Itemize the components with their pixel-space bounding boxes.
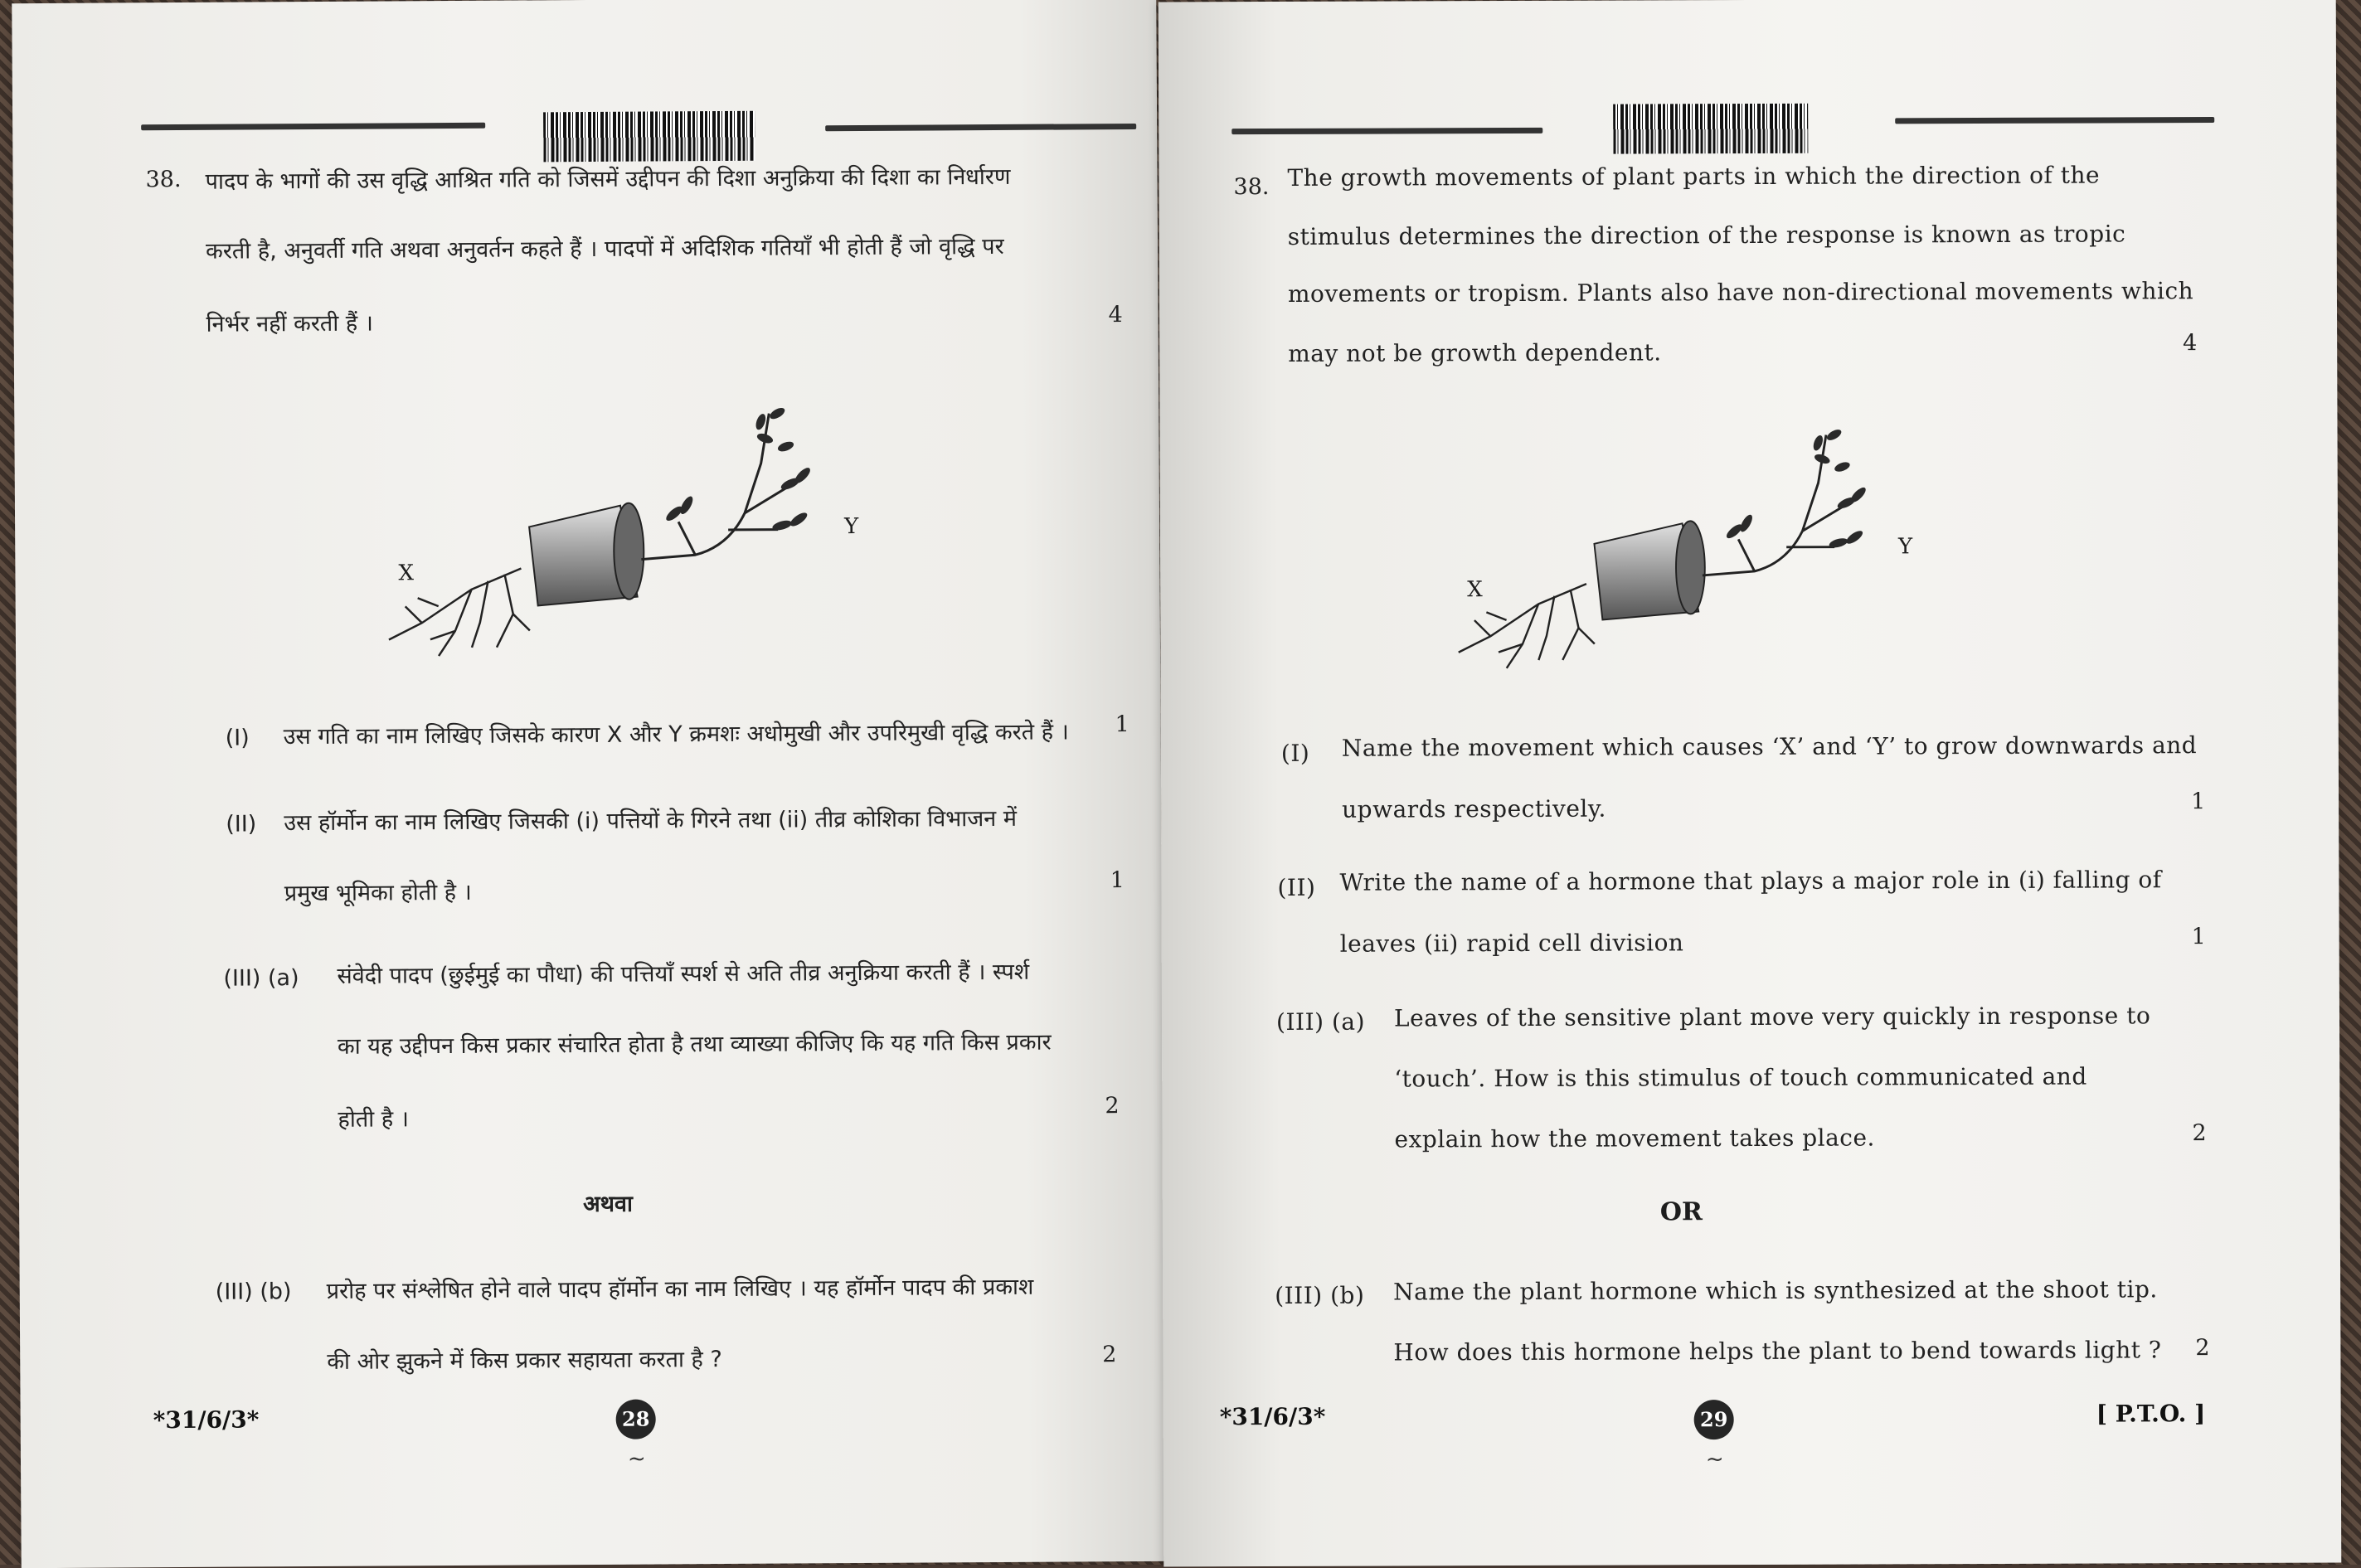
header-rule-left [1232, 128, 1542, 134]
figure-label-y: Y [844, 514, 859, 540]
part-3a-line-1: संवेदी पादप (छुईमुई का पौधा) की पत्तियाँ स्पर्श से अति तीव्र अनुक्रिया करती हैं । स्पर्श [337, 959, 1030, 989]
part-3a-line-2: ‘touch’. How is this stimulus of touch communicated and [1394, 1062, 2087, 1093]
plant-pot-figure [371, 388, 853, 673]
part-2-label: (II) [226, 811, 257, 837]
part-3a-line-3: होती है । [338, 1106, 410, 1133]
part-3a-label: (III) (a) [1275, 1007, 1366, 1036]
part-3b-marks: 2 [2195, 1335, 2210, 1362]
part-1-label: (I) [225, 725, 250, 751]
header-rule-right [1895, 117, 2214, 124]
footer-tilde: ~ [627, 1446, 646, 1472]
intro-marks: 4 [2183, 330, 2198, 357]
header-rule-left [141, 123, 485, 131]
intro-line-4: may not be growth dependent. [1288, 338, 1662, 367]
part-3a-marks: 2 [1105, 1093, 1120, 1119]
or-word-hindi: अथवा [583, 1191, 634, 1218]
barcode-left [543, 111, 755, 163]
pot [1594, 521, 1705, 619]
question-number: 38. [1233, 174, 1270, 201]
part-2-line-2: प्रमुख भूमिका होती है । [284, 879, 472, 907]
part-3b-line-1: Name the plant hormone which is synthesized at the shoot tip. [1393, 1275, 2158, 1306]
intro-line-1: पादप के भागों की उस वृद्धि आश्रित गति को जिसमें उद्दीपन की दिशा अनुक्रिया की दिशा का निर्धारण [205, 163, 1011, 195]
part-3a-line-3: explain how the movement takes place. [1394, 1124, 1875, 1153]
part-3b-marks: 2 [1102, 1342, 1117, 1368]
footer-tilde: ~ [1705, 1447, 1724, 1473]
page-number: 28 [616, 1400, 656, 1439]
footer-code: *31/6/3* [153, 1405, 260, 1435]
part-2-line-2: leaves (ii) rapid cell division [1339, 929, 1684, 958]
part-2-marks: 1 [1110, 867, 1125, 894]
part-3a-line-2: का यह उद्दीपन किस प्रकार संचारित होता है तथा व्याख्या कीजिए कि यह गति किस प्रकार [337, 1029, 1052, 1060]
part-1-label: (I) [1280, 739, 1310, 767]
footer-code: *31/6/3* [1219, 1402, 1326, 1431]
part-3b-label: (III) (b) [215, 1279, 292, 1305]
leaves [1724, 427, 1868, 550]
or-word-english: OR [1659, 1197, 1703, 1227]
pot [529, 503, 644, 606]
barcode-right [1613, 104, 1808, 154]
part-2-line-1: उस हॉर्मोन का नाम लिखिए जिसकी (i) पत्तियों के गिरने तथा (ii) तीव्र कोशिका विभाजन में [284, 805, 1018, 837]
part-2-marks: 1 [2191, 924, 2206, 950]
part-3b-line-1: प्ररोह पर संश्लेषित होने वाले पादप हॉर्मोन का नाम लिखिए । यह हॉर्मोन पादप की प्रकाश [326, 1274, 1034, 1304]
part-3a-line-1: Leaves of the sensitive plant move very quickly in response to [1393, 1002, 2151, 1032]
intro-line-3: movements or tropism. Plants also have non-directional movements which [1287, 277, 2194, 308]
intro-marks: 4 [1108, 302, 1123, 328]
part-3b-label: (III) (b) [1275, 1281, 1365, 1310]
footer-pto: [ P.T.O. ] [2096, 1400, 2206, 1428]
question-number: 38. [145, 166, 182, 193]
header-rule-right [825, 124, 1136, 131]
part-1-marks: 1 [2191, 789, 2206, 815]
part-2-label: (II) [1277, 873, 1316, 901]
leaves [663, 405, 813, 532]
left-page-hindi [12, 0, 1166, 1568]
right-page-english [1159, 0, 2342, 1566]
part-3a-label: (III) (a) [223, 965, 299, 992]
part-1-line-2: upwards respectively. [1342, 794, 1606, 823]
figure-label-x: X [1467, 577, 1483, 603]
part-2-line-1: Write the name of a hormone that plays a major role in (i) falling of [1339, 866, 2162, 896]
intro-line-3: निर्भर नहीं करती हैं । [206, 310, 374, 337]
figure-label-y: Y [1897, 534, 1913, 560]
part-1-text: उस गति का नाम लिखिए जिसके कारण X और Y क्रमशः अधोमुखी और उपरिमुखी वृद्धि करते हैं । [283, 719, 1069, 750]
figure-label-x: X [398, 561, 415, 586]
plant-pot-figure [1441, 405, 1907, 689]
page-number: 29 [1694, 1400, 1734, 1439]
intro-line-2: stimulus determines the direction of the response is known as tropic [1287, 220, 2126, 250]
part-3b-line-2: की ओर झुकने में किस प्रकार सहायता करता है ? [327, 1347, 722, 1375]
part-3a-marks: 2 [2192, 1120, 2207, 1147]
part-1-line-1: Name the movement which causes ‘X’ and ‘Y’ to grow downwards and [1341, 731, 2198, 762]
intro-line-2: करती है, अनुवर्ती गति अथवा अनुवर्तन कहते हैं । पादपों में अदिशिक गतियाँ भी होती हैं जो वृद्धि पर [205, 233, 1004, 265]
part-3b-line-2: How does this hormone helps the plant to bend towards light ? [1393, 1336, 2162, 1367]
intro-line-1: The growth movements of plant parts in which the direction of the [1287, 161, 2101, 192]
part-1-marks: 1 [1115, 711, 1129, 738]
